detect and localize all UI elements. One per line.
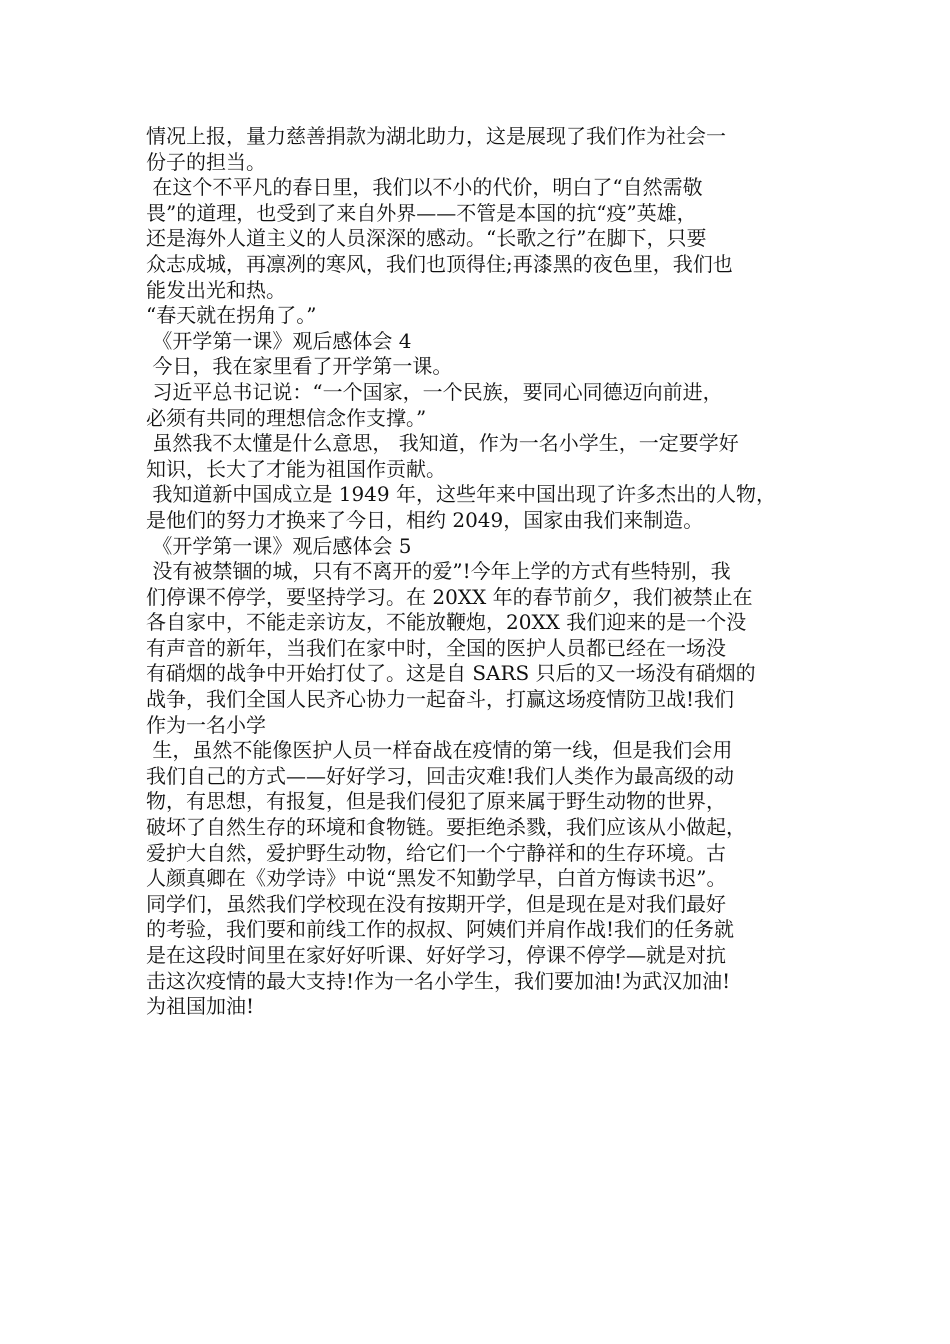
text-line: 们停课不停学，要坚持学习。在 20XX 年的春节前夕，我们被禁止在: [146, 584, 753, 609]
text-line: 众志成城，再凛冽的寒风，我们也顶得住;再漆黑的夜色里，我们也: [146, 251, 733, 276]
text-line: 各自家中，不能走亲访友，不能放鞭炮，20XX 我们迎来的是一个没: [146, 610, 747, 635]
text-line: 能发出光和热。: [146, 277, 286, 302]
text-line: 同学们，虽然我们学校现在没有按期开学，但是现在是对我们最好: [146, 891, 726, 916]
text-line: 有声音的新年，当我们在家中时，全国的医护人员都已经在一场没: [146, 635, 726, 660]
text-line: 作为一名小学: [146, 712, 266, 737]
text-line: 为祖国加油!: [146, 994, 255, 1019]
text-line: 是在这段时间里在家好好听课、好好学习，停课不停学—就是对抗: [146, 943, 726, 967]
text-line: 生，虽然不能像医护人员一样奋战在疫情的第一线，但是我们会用: [146, 738, 733, 763]
text-line: 物，有思想，有报复，但是我们侵犯了原来属于野生动物的世界，: [146, 789, 726, 814]
text-line: 我们自己的方式——好好学习，回击灾难!我们人类作为最高级的动: [146, 763, 735, 788]
text-line: 还是海外人道主义的人员深深的感动。“长歌之行”在脚下，只要: [146, 226, 707, 251]
text-line: 人颜真卿在《劝学诗》中说“黑发不知勤学早，白首方悔读书迟”。: [146, 866, 727, 891]
text-line: 习近平总书记说：“一个国家，一个民族，要同心同德迈向前进，: [146, 379, 723, 404]
document-body: [146, 124, 826, 1020]
text-line: 份子的担当。: [146, 149, 266, 174]
text-line: 击这次疫情的最大支持!作为一名小学生，我们要加油!为武汉加油!: [146, 968, 731, 993]
text-line: 情况上报，量力慈善捐款为湖北助力，这是展现了我们作为社会一: [146, 124, 726, 148]
text-line: 我知道新中国成立是 1949 年，这些年来中国出现了许多杰出的人物，: [146, 482, 776, 507]
text-line: 畏”的道理，也受到了来自外界——不管是本国的抗“疫”英雄，: [146, 200, 697, 225]
text-line: 战争，我们全国人民齐心协力一起奋斗，打赢这场疫情防卫战!我们: [146, 687, 735, 712]
text-line: 必须有共同的理想信念作支撑。”: [146, 405, 427, 430]
text-line: 知识，长大了才能为祖国作贡献。: [146, 456, 446, 481]
text-line: 在这个不平凡的春日里，我们以不小的代价，明白了“自然需敬: [146, 175, 703, 200]
text-line: “春天就在拐角了。”: [146, 303, 317, 328]
text-line: 《开学第一课》观后感体会 5: [146, 533, 412, 558]
text-line: 是他们的努力才换来了今日，相约 2049，国家由我们来制造。: [146, 507, 704, 532]
text-line: 有硝烟的战争中开始打仗了。这是自 SARS 只后的又一场没有硝烟的: [146, 661, 756, 686]
text-line: 《开学第一课》观后感体会 4: [146, 328, 412, 353]
text-line: 爱护大自然，爱护野生动物，给它们一个宁静祥和的生存环境。古: [146, 840, 726, 865]
text-line: 破坏了自然生存的环境和食物链。要拒绝杀戮，我们应该从小做起，: [146, 815, 746, 840]
text-line: 虽然我不太懂是什么意思， 我知道，作为一名小学生，一定要学好: [146, 431, 739, 456]
text-line: 今日，我在家里看了开学第一课。: [146, 354, 453, 379]
text-line: 的考验，我们要和前线工作的叔叔、阿姨们并肩作战!我们的任务就: [146, 917, 735, 942]
text-line: 没有被禁锢的城，只有不离开的爱”!今年上学的方式有些特别，我: [146, 559, 731, 584]
